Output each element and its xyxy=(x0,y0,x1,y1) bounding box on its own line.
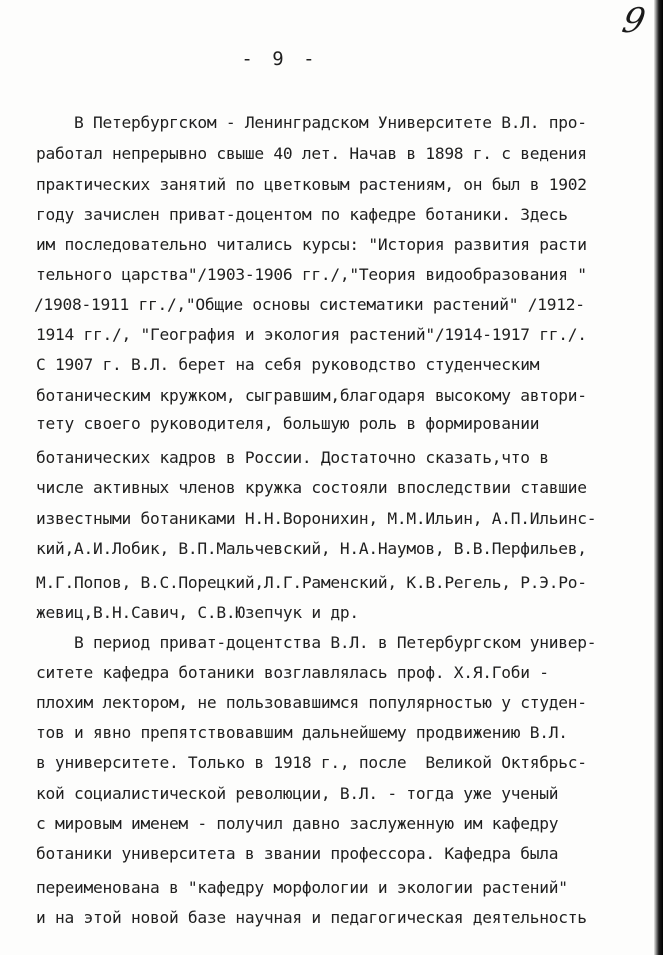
text-line: ботанических кадров в России. Достаточно сказать,что в xyxy=(36,448,549,467)
text-line: тету своего руководителя, большую роль в формировании xyxy=(36,414,540,433)
text-line: В Петербургском - Ленинградском Университете В.Л. про- xyxy=(36,113,587,132)
handwritten-page-number: 9 xyxy=(619,1,650,41)
text-line: /1908-1911 гг./,"Общие основы систематики растений" /1912- xyxy=(34,295,585,314)
text-line: практических занятий по цветковым растениям, он был в 1902 xyxy=(36,175,587,194)
text-line: плохим лектором, не пользовавшимся популярностью у студен- xyxy=(36,693,587,712)
text-line: в университете. Только в 1918 г., после Великой Октябрьс- xyxy=(36,753,587,772)
scan-edge-shadow xyxy=(654,0,663,955)
text-line: им последовательно читались курсы: "История развития расти xyxy=(36,235,587,254)
text-line: С 1907 г. В.Л. берет на себя руководство студенческим xyxy=(36,355,540,374)
text-line: ситете кафедра ботаники возглавлялась проф. Х.Я.Гоби - xyxy=(36,663,549,682)
text-line: кой социалистической революции, В.Л. - тогда уже ученый xyxy=(36,784,559,803)
text-line: В период приват-доцентства В.Л. в Петербургском универ- xyxy=(36,633,597,652)
text-line: кий,А.И.Лобик, В.П.Мальчевский, Н.А.Наумов, В.В.Перфильев, xyxy=(36,539,587,558)
text-line: 1914 гг./, "География и экология растений"/1914-1917 гг./. xyxy=(36,325,587,344)
text-line: году зачислен приват-доцентом по кафедре ботаники. Здесь xyxy=(36,205,568,224)
text-line: с мировым именем - получил давно заслуженную им кафедру xyxy=(36,814,559,833)
text-line: тельного царства"/1903-1906 гг./,"Теория видообразования " xyxy=(36,265,587,284)
text-line: числе активных членов кружка состояли впоследствии ставшие xyxy=(36,478,587,497)
text-line: переименована в "кафедру морфологии и экологии растений" xyxy=(36,878,568,897)
text-line: М.Г.Попов, В.С.Порецкий,Л.Г.Раменский, К.В.Регель, Р.Э.Ро- xyxy=(36,573,587,592)
text-line: ботаническим кружком, сыгравшим,благодаря высокому автори- xyxy=(36,386,587,405)
text-line: известными ботаниками Н.Н.Воронихин, М.М.Ильин, А.П.Ильинс- xyxy=(36,509,597,528)
text-line: тов и явно препятствовавшим дальнейшему продвижению В.Л. xyxy=(36,723,568,742)
page-number: - 9 - xyxy=(241,48,319,70)
text-line: ботаники университета в звании профессора. Кафедра была xyxy=(36,844,559,863)
text-line: жевиц,В.Н.Савич, С.В.Юзепчук и др. xyxy=(36,603,359,622)
text-line: и на этой новой базе научная и педагогическая деятельность xyxy=(36,908,587,927)
text-line: работал непрерывно свыше 40 лет. Начав в 1898 г. с ведения xyxy=(36,144,587,163)
